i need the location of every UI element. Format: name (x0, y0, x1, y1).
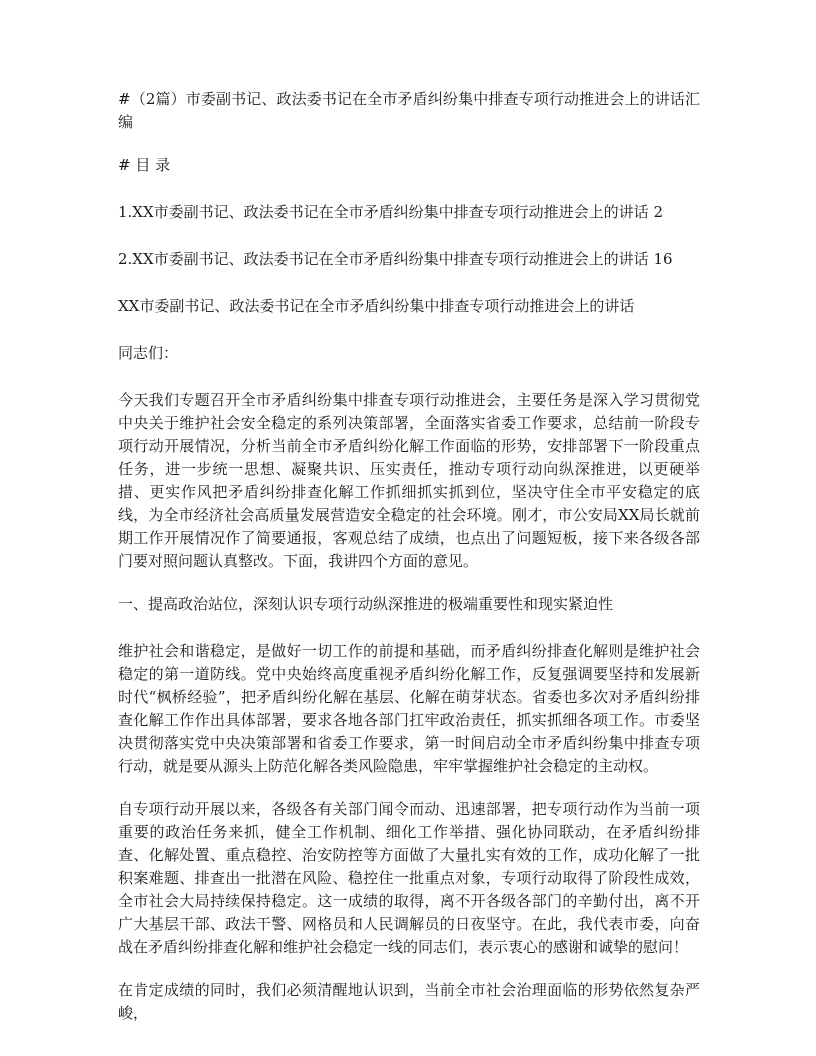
body-paragraph-3: 自专项行动开展以来，各级各有关部门闻令而动、迅速部署，把专项行动作为当前一项重要的政治任务来抓，健全工作机制、细化工作举措、强化协同联动，在矛盾纠纷排查、化解处置、重点稳控、治安防控等方面做了大量扎实有效的工作，成功化解了一批积案难题、排查出一批潜在风险、稳控住一批重点对象，专项行动取得了阶段性成效，全市社会大局持续保持稳定。这一成绩的取得，离不开各级各部门的辛勤付出，离不开广大基层干部、政法干警、网格员和人民调解员的日夜坚守。在此，我代表市委，向奋战在矛盾纠纷排查化解和维护社会稳定一线的同志们，表示衷心的感谢和诚挚的慰问！ (118, 800, 700, 956)
toc-heading: # 目 录 (118, 156, 171, 174)
toc-entry-1[interactable]: 1.XX市委副书记、政法委书记在全市矛盾纠纷集中排查专项行动推进会上的讲话 2 (118, 203, 663, 221)
section-heading-1: 一、提高政治站位，深刻认识专项行动纵深推进的极端重要性和现实紧迫性 (118, 595, 614, 613)
document-page (118, 88, 700, 1025)
document-title: #（2篇）市委副书记、政法委书记在全市矛盾纠纷集中排查专项行动推进会上的讲话汇编 (118, 90, 700, 131)
body-paragraph-1: 今天我们专题召开全市矛盾纠纷集中排查专项行动推进会，主要任务是深入学习贯彻党中央关于维护社会安全稳定的系列决策部署，全面落实省委工作要求，总结前一阶段专项行动开展情况，分析当前全市矛盾纠纷化解工作面临的形势，安排部署下一阶段重点任务，进一步统一思想、凝聚共识、压实责任，推动专项行动向纵深推进，以更硬举措、更实作风把矛盾纠纷排查化解工作抓细抓实抓到位，坚决守住全市平安稳定的底线，为全市经济社会高质量发展营造安全稳定的社会环境。刚才，市公安局XX局长就前期工作开展情况作了简要通报，客观总结了成绩，也点出了问题短板，接下来各级各部门要对照问题认真整改。下面，我讲四个方面的意见。 (118, 391, 700, 570)
body-paragraph-2: 维护社会和谐稳定，是做好一切工作的前提和基础，而矛盾纠纷排查化解则是维护社会稳定的第一道防线。党中央始终高度重视矛盾纠纷化解工作，反复强调要坚持和发展新时代“枫桥经验”，把矛盾纠纷化解在基层、化解在萌芽状态。省委也多次对矛盾纠纷排查化解工作作出具体部署，要求各地各部门扛牢政治责任，抓实抓细各项工作。市委坚决贯彻落实党中央决策部署和省委工作要求，第一时间启动全市矛盾纠纷集中排查专项行动，就是要从源头上防范化解各类风险隐患，牢牢掌握维护社会稳定的主动权。 (118, 642, 700, 775)
toc-entry-2[interactable]: 2.XX市委副书记、政法委书记在全市矛盾纠纷集中排查专项行动推进会上的讲话 16 (118, 250, 673, 268)
body-paragraph-4: 在肯定成绩的同时，我们必须清醒地认识到，当前全市社会治理面临的形势依然复杂严峻， (118, 981, 700, 1022)
speech-title: XX市委副书记、政法委书记在全市矛盾纠纷集中排查专项行动推进会上的讲话 (118, 297, 635, 315)
salutation: 同志们： (118, 344, 179, 362)
